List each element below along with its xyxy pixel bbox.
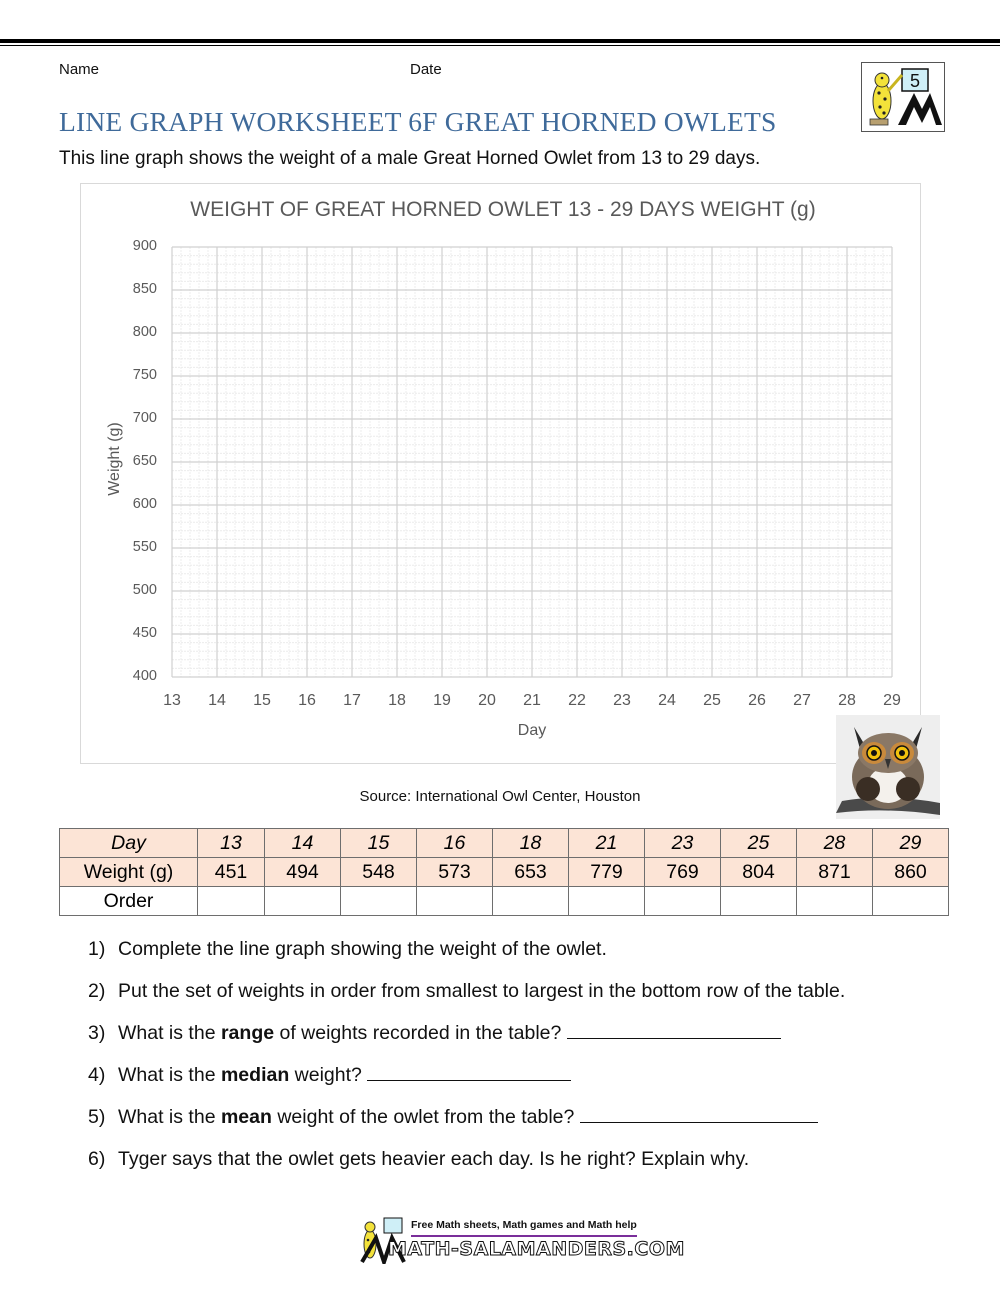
x-tick-label: 27 [793,692,811,709]
weight-cell: 494 [265,858,341,887]
order-input-cell[interactable] [265,887,341,916]
y-tick-label: 400 [132,668,157,684]
y-tick-label: 450 [132,625,157,641]
order-input-cell[interactable] [797,887,873,916]
x-tick-label: 16 [298,692,316,709]
x-axis-label: Day [517,722,547,739]
order-input-cell[interactable] [493,887,569,916]
y-tick-label: 500 [132,582,157,598]
weight-cell: 804 [721,858,797,887]
answer-blank[interactable] [367,1062,571,1081]
footer-tagline: Free Math sheets, Math games and Math help [411,1219,637,1231]
day-cell: 14 [265,829,341,858]
table-row-day [60,829,949,858]
question-6 [88,1146,968,1188]
question-number: 3) [88,1022,106,1044]
x-tick-label: 17 [343,692,361,709]
question-text: Tyger says that the owlet gets heavier each day. Is he right? Explain why. [118,1148,750,1170]
table-row-weight [60,858,949,887]
day-cell: 18 [493,829,569,858]
weight-cell: 548 [341,858,417,887]
order-input-cell[interactable] [198,887,265,916]
y-tick-label: 800 [132,324,157,340]
y-tick-label: 600 [132,496,157,512]
day-cell: 25 [721,829,797,858]
question-keyword: mean [220,1106,272,1128]
x-tick-label: 26 [748,692,766,709]
question-5 [88,1104,968,1146]
weight-cell: 779 [569,858,645,887]
x-tick-label: 20 [478,692,496,709]
row-label-day: Day [60,829,198,858]
svg-text:5: 5 [909,71,921,91]
row-label-order: Order [60,887,198,916]
day-cell: 13 [198,829,265,858]
y-tick-label: 900 [132,238,157,254]
order-input-cell[interactable] [721,887,797,916]
page-title: LINE GRAPH WORKSHEET 6F GREAT HORNED OWLETS [59,106,777,137]
date-label: Date [410,61,442,78]
name-label: Name [59,61,100,78]
question-number: 5) [88,1106,106,1128]
question-text: What is the [118,1022,221,1044]
chart-title: WEIGHT OF GREAT HORNED OWLET 13 - 29 DAYS WEIGHT (g) [190,198,816,221]
x-tick-label: 19 [433,692,451,709]
source-note: Source: International Owl Center, Houston [359,788,641,805]
y-tick-label: 550 [132,539,157,555]
day-cell: 28 [797,829,873,858]
x-tick-label: 15 [253,692,271,709]
weight-data-table [59,828,949,916]
footer-logo[interactable] [356,1216,685,1264]
weight-cell: 451 [198,858,265,887]
y-axis-label: Weight (g) [106,422,123,496]
x-tick-label: 29 [883,692,901,709]
order-input-cell[interactable] [417,887,493,916]
question-text: of weights recorded in the table? [274,1022,567,1044]
answer-blank[interactable] [580,1104,818,1123]
question-2 [88,978,968,1020]
question-text: weight? [289,1064,368,1086]
owl-photo [836,715,940,819]
weight-cell: 769 [645,858,721,887]
question-number: 2) [88,980,106,1002]
footer-divider [411,1235,637,1237]
question-1 [88,936,968,978]
weight-cell: 653 [493,858,569,887]
question-keyword: range [220,1022,275,1044]
x-tick-label: 24 [658,692,676,709]
x-tick-label: 14 [208,692,226,709]
footer-brand[interactable]: MATH-SALAMANDERS.COM [388,1238,685,1260]
order-input-cell[interactable] [341,887,417,916]
x-tick-label: 13 [163,692,181,709]
y-tick-label: 850 [132,281,157,297]
x-tick-label: 25 [703,692,721,709]
question-number: 4) [88,1064,106,1086]
row-label-weight: Weight (g) [60,858,198,887]
question-4 [88,1062,968,1104]
weight-cell: 871 [797,858,873,887]
order-input-cell[interactable] [569,887,645,916]
question-number: 1) [88,938,106,960]
day-cell: 16 [417,829,493,858]
y-tick-label: 650 [132,453,157,469]
question-text: weight of the owlet from the table? [271,1106,580,1128]
answer-blank[interactable] [567,1020,781,1039]
day-cell: 15 [341,829,417,858]
question-number: 6) [88,1148,106,1170]
intro-text: This line graph shows the weight of a male Great Horned Owlet from 13 to 29 days. [59,148,761,169]
x-tick-label: 21 [523,692,541,709]
y-tick-label: 700 [132,410,157,426]
question-text: Complete the line graph showing the weight of the owlet. [118,938,607,960]
question-3 [88,1020,968,1062]
question-list [88,936,968,1188]
question-text: What is the [118,1064,221,1086]
x-tick-label: 23 [613,692,631,709]
x-tick-label: 22 [568,692,586,709]
order-input-cell[interactable] [645,887,721,916]
x-tick-label: 28 [838,692,856,709]
day-cell: 23 [645,829,721,858]
owl-image-icon [836,715,940,819]
x-tick-label: 18 [388,692,406,709]
question-keyword: median [220,1064,290,1086]
day-cell: 29 [873,829,949,858]
day-cell: 21 [569,829,645,858]
y-tick-label: 750 [132,367,157,383]
question-text: What is the [118,1106,221,1128]
table-row-order [60,887,949,916]
question-text: Put the set of weights in order from smallest to largest in the bottom row of the table. [118,980,846,1002]
weight-cell: 573 [417,858,493,887]
order-input-cell[interactable] [873,887,949,916]
weight-cell: 860 [873,858,949,887]
